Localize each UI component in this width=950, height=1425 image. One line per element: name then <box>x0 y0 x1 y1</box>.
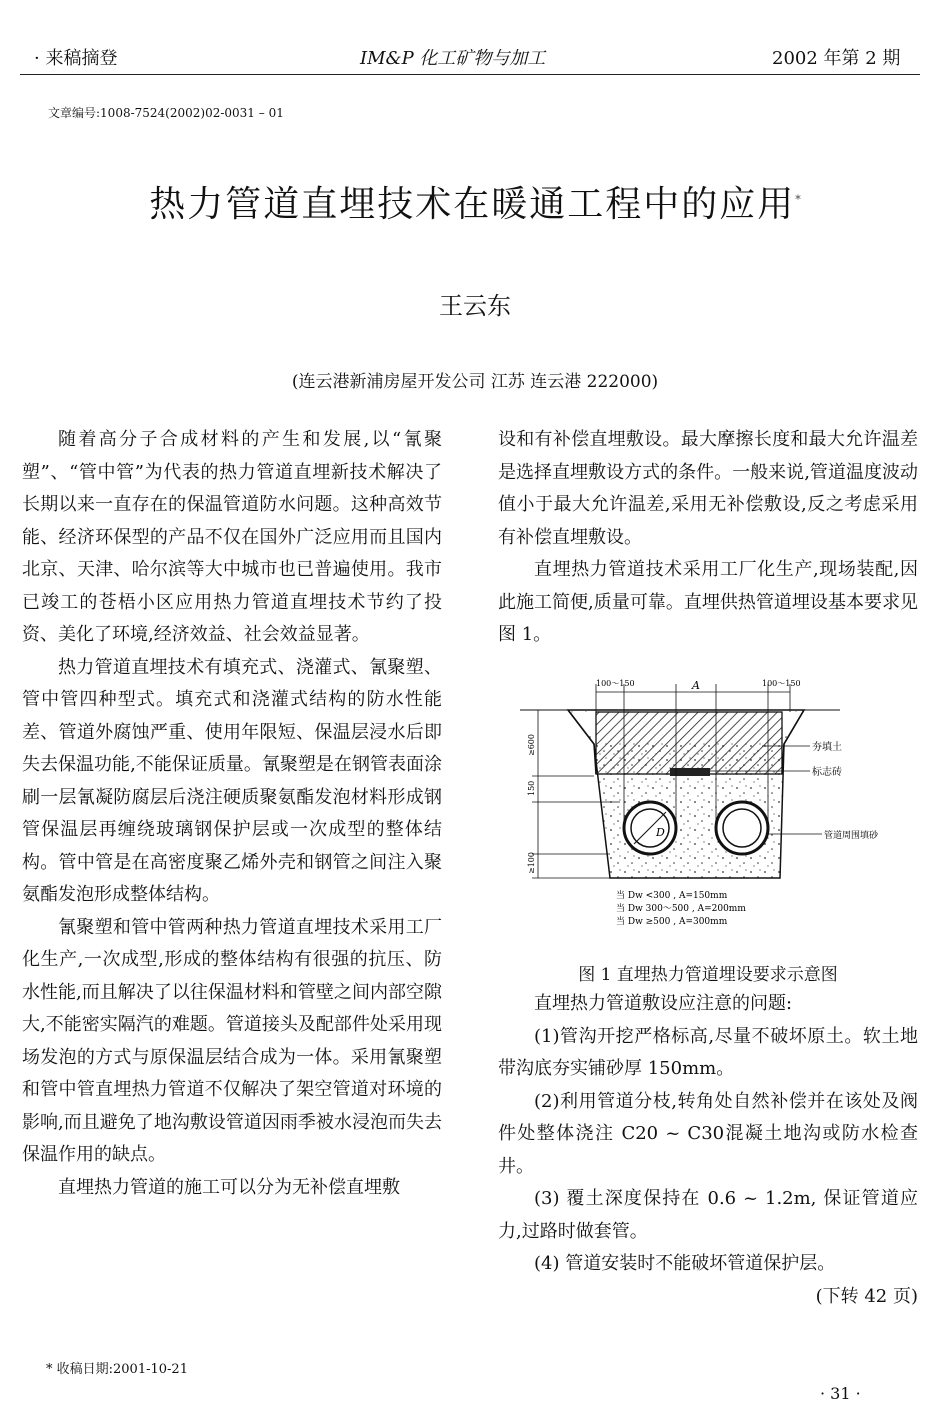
right-column-top <box>498 424 918 652</box>
label-sand: 管道周围填砂 <box>824 831 879 841</box>
pipe-right <box>716 802 768 854</box>
page-number: · 31 · <box>820 1384 861 1403</box>
paragraph: (2)利用管道分枝,转角处自然补偿并在该处及阀件处整体浇注 C20 ~ C30混凝土地沟或防水检查井。 <box>498 1090 918 1177</box>
right-column-bottom <box>498 988 918 1313</box>
header-journal: IM&P 化工矿物与加工 <box>360 48 546 69</box>
note-2: 当 Dw 300～500 , A=200mm <box>616 904 746 914</box>
header-rule <box>20 74 920 75</box>
dim-top-mid: A <box>692 679 700 692</box>
author: 王云东 <box>439 292 511 320</box>
dim-left-3: ≥100 <box>527 852 536 874</box>
title-text: 热力管道直埋技术在暖通工程中的应用 <box>149 184 796 225</box>
paragraph: 直埋热力管道的施工可以分为无补偿直埋敷 <box>58 1176 400 1198</box>
article-number: 文章编号:1008-7524(2002)02-0031 – 01 <box>48 106 284 120</box>
article-title <box>0 176 950 227</box>
paragraph: (3) 覆土深度保持在 0.6 ~ 1.2m, 保证管道应力,过路时做套管。 <box>498 1188 918 1242</box>
label-brick: 标志砖 <box>812 767 842 778</box>
label-fill: 夯填土 <box>812 742 842 753</box>
pipe-label: D <box>656 826 665 839</box>
note-3: 当 Dw ≥500 , A=300mm <box>616 917 728 927</box>
header-section: · 来稿摘登 <box>34 48 118 69</box>
dim-top-left: 100～150 <box>596 679 635 688</box>
paragraph: (4) 管道安装时不能破坏管道保护层。 <box>534 1253 836 1274</box>
paragraph: 设和有补偿直埋敷设。最大摩擦长度和最大允许温差是选择直埋敷设方式的条件。一般来说,管道温度波动值小于最大允许温差,采用无补偿敷设,反之考虑采用有补偿直埋敷设。 <box>498 429 918 548</box>
figure-1-trench-diagram <box>510 672 910 942</box>
note-1: 当 Dw <300 , A=150mm <box>616 891 728 901</box>
dim-left-1: ≥600 <box>527 734 536 756</box>
dim-left-2: 150 <box>527 780 536 796</box>
paragraph: 热力管道直埋技术有填充式、浇灌式、氰聚塑、管中管四种型式。填充式和浇灌式结构的防水性能差、管道外腐蚀严重、使用年限短、保温层浸水后即失去保温功能,不能保证质量。氰聚塑是在钢管表面涂刷一层氰凝防腐层后浇注硬质聚氨酯发泡材料形成钢管保温层再缠绕玻璃钢保护层或一次成型的整体结构。管中管是在高密度聚乙烯外壳和钢管之间注入聚氨酯发泡形成整体结构。 <box>22 656 442 905</box>
paragraph: 直埋热力管道技术采用工厂化生产,现场装配,因此施工简便,质量可靠。直埋供热管道埋设基本要求见图 1。 <box>498 559 918 645</box>
header-issue: 2002 年第 2 期 <box>772 48 901 69</box>
left-column <box>22 424 442 1204</box>
continued-note: (下转 42 页) <box>815 1285 918 1307</box>
paragraph: 氰聚塑和管中管两种热力管道直埋技术采用工厂化生产,一次成型,形成的整体结构有很强的抗压、防水性能,而且解决了以往保温材料和管壁之间内部空隙大,不能密实隔汽的难题。管道接头及配部件处采用现场发泡的方式与原保温层结合成为一体。采用氰聚塑和管中管直埋热力管道不仅解决了架空管道对环境的影响,而且避免了地沟敷设管道因雨季被水浸泡而失去保温作用的缺点。 <box>22 916 442 1165</box>
paragraph: 直埋热力管道敷设应注意的问题: <box>534 993 793 1014</box>
affiliation: (连云港新浦房屋开发公司 江苏 连云港 222000) <box>291 372 659 392</box>
footnote: * 收稿日期:2001-10-21 <box>46 1362 188 1377</box>
paragraph: (1)管沟开挖严格标高,尽量不破坏原土。软土地带沟底夯实铺砂厚 150mm。 <box>498 1025 918 1079</box>
dim-top-right: 100～150 <box>762 679 801 688</box>
trench-section <box>520 710 840 878</box>
figure-caption: 图 1 直埋热力管道埋设要求示意图 <box>578 965 838 985</box>
paragraph: 随着高分子合成材料的产生和发展,以“氰聚塑”、“管中管”为代表的热力管道直埋新技术解决了长期以来一直存在的保温管道防水问题。这种高效节能、经济环保型的产品不仅在国外广泛应用而且国内北京、天津、哈尔滨等大中城市也已普遍使用。我市已竣工的苍梧小区应用热力管道直埋技术节约了投资、美化了环境,经济效益、社会效益显著。 <box>22 429 442 645</box>
title-footnote-mark: * <box>795 193 801 206</box>
